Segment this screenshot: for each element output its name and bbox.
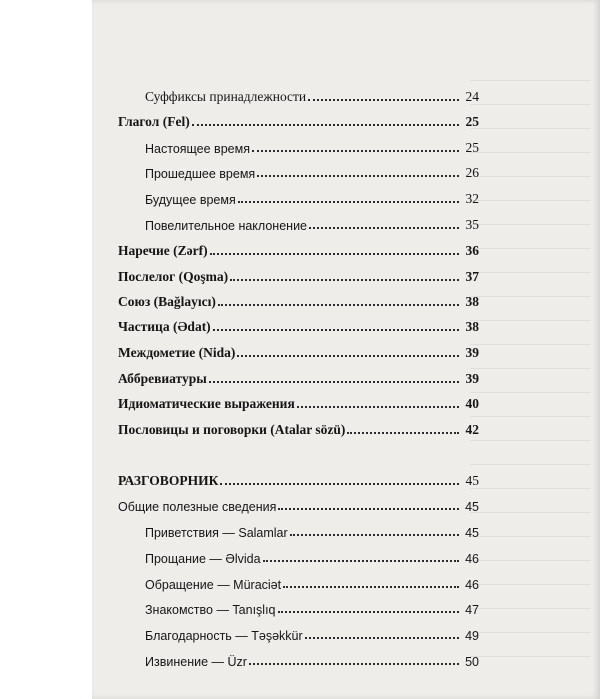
toc-entry — [145, 185, 479, 207]
toc-entry-page: 36 — [465, 243, 479, 258]
dot-leader — [278, 611, 459, 613]
dot-leader — [263, 560, 459, 562]
toc-entry-page: 32 — [465, 191, 479, 206]
toc-entry-title: Обращение — Müraciət — [145, 578, 282, 592]
toc-entry-title: Благодарность — Təşəkkür — [145, 629, 303, 643]
toc-entry-title: Послелог (Qoşma) — [118, 269, 229, 284]
toc-entry-title: Междометие (Nida) — [118, 345, 236, 360]
toc-entry-page: 25 — [465, 114, 479, 129]
dot-leader — [249, 663, 459, 665]
toc-entry-page: 24 — [465, 89, 479, 104]
dot-leader — [305, 637, 459, 639]
toc-entry-page: 37 — [465, 269, 479, 284]
toc-entry-title: Аббревиатуры — [118, 371, 207, 386]
toc-entry — [118, 263, 479, 285]
dot-leader — [309, 227, 459, 229]
toc-entry — [145, 621, 479, 643]
dot-leader — [347, 432, 459, 434]
dot-leader — [230, 279, 459, 281]
toc-entry-page: 40 — [465, 396, 479, 411]
dot-leader — [297, 406, 459, 408]
toc-entry-page: 47 — [465, 603, 479, 617]
toc-entry — [145, 595, 479, 617]
toc-entry-title: Извинение — Üzr — [145, 655, 247, 669]
toc-entry-page: 50 — [465, 655, 479, 669]
dot-leader — [213, 329, 459, 331]
toc-entry-title: Приветствия — Salamlar — [145, 526, 288, 540]
dot-leader — [257, 175, 459, 177]
dot-leader — [290, 534, 459, 536]
toc-entry-title: Союз (Bağlayıcı) — [118, 294, 216, 309]
toc-entry-page: 45 — [465, 500, 479, 514]
toc-entry — [118, 108, 479, 130]
toc-entry-page: 42 — [465, 422, 479, 437]
dot-leader — [252, 150, 459, 152]
toc-entry-title: Суффиксы принадлежности — [145, 89, 307, 104]
dot-leader — [308, 99, 459, 101]
toc-entry-page: 45 — [465, 473, 479, 488]
toc-entry — [118, 237, 479, 259]
toc-entry — [118, 313, 479, 335]
toc-entry-page: 39 — [465, 371, 479, 386]
toc-entry-page: 46 — [465, 578, 479, 592]
toc-entry-page: 26 — [465, 165, 479, 180]
toc-entry — [145, 518, 479, 540]
dot-leader — [209, 381, 459, 383]
toc-entry-page: 38 — [465, 319, 479, 334]
toc-entry-title: Настоящее время — [145, 142, 250, 156]
toc-entry — [145, 159, 479, 181]
toc-entry — [145, 211, 479, 233]
dot-leader — [220, 483, 459, 485]
dot-leader — [238, 201, 459, 203]
toc-entry-page: 49 — [465, 629, 479, 643]
dot-leader — [278, 508, 459, 510]
toc-entry — [145, 134, 479, 156]
toc-entry-title: Идиоматические выражения — [118, 396, 295, 411]
toc-entry — [118, 416, 479, 438]
dot-leader — [237, 355, 459, 357]
toc-entry-title: Повелительное наклонение — [145, 219, 307, 233]
dot-leader — [192, 124, 459, 126]
toc-entry-page: 46 — [465, 552, 479, 566]
dot-leader — [210, 253, 459, 255]
toc-entry-title: Знакомство — Tanışlıq — [145, 603, 276, 617]
toc-entry — [118, 288, 479, 310]
toc-entry — [118, 390, 479, 412]
toc-entry — [145, 647, 479, 669]
toc-entry-title: Прощание — Əlvida — [145, 552, 261, 566]
toc-entry — [118, 365, 479, 387]
toc-entry-title: Общие полезные сведения — [118, 500, 277, 514]
toc-entry-page: 39 — [465, 345, 479, 360]
toc-entry-title: Будущее время — [145, 193, 236, 207]
dot-leader — [283, 586, 459, 588]
toc-entry-title: Частица (Ədat) — [118, 319, 211, 334]
toc-entry-title: Прошедшее время — [145, 167, 256, 181]
toc-entry — [145, 570, 479, 592]
toc-entry-title: Наречие (Zərf) — [118, 243, 208, 258]
toc-entry-page: 25 — [465, 140, 479, 155]
toc-entry-page: 35 — [465, 217, 479, 232]
toc-entry-page: 38 — [465, 294, 479, 309]
dot-leader — [218, 304, 459, 306]
toc-section-heading — [118, 467, 479, 489]
toc-entry-title: РАЗГОВОРНИК — [118, 473, 219, 488]
toc-entry-title: Глагол (Fel) — [118, 114, 190, 129]
toc-entry-page: 45 — [465, 526, 479, 540]
toc-entry — [145, 544, 479, 566]
toc-entry — [118, 339, 479, 361]
toc-entry-title: Пословицы и поговорки (Atalar sözü) — [118, 422, 346, 437]
toc-entry — [145, 83, 479, 105]
toc-entry — [118, 492, 479, 514]
